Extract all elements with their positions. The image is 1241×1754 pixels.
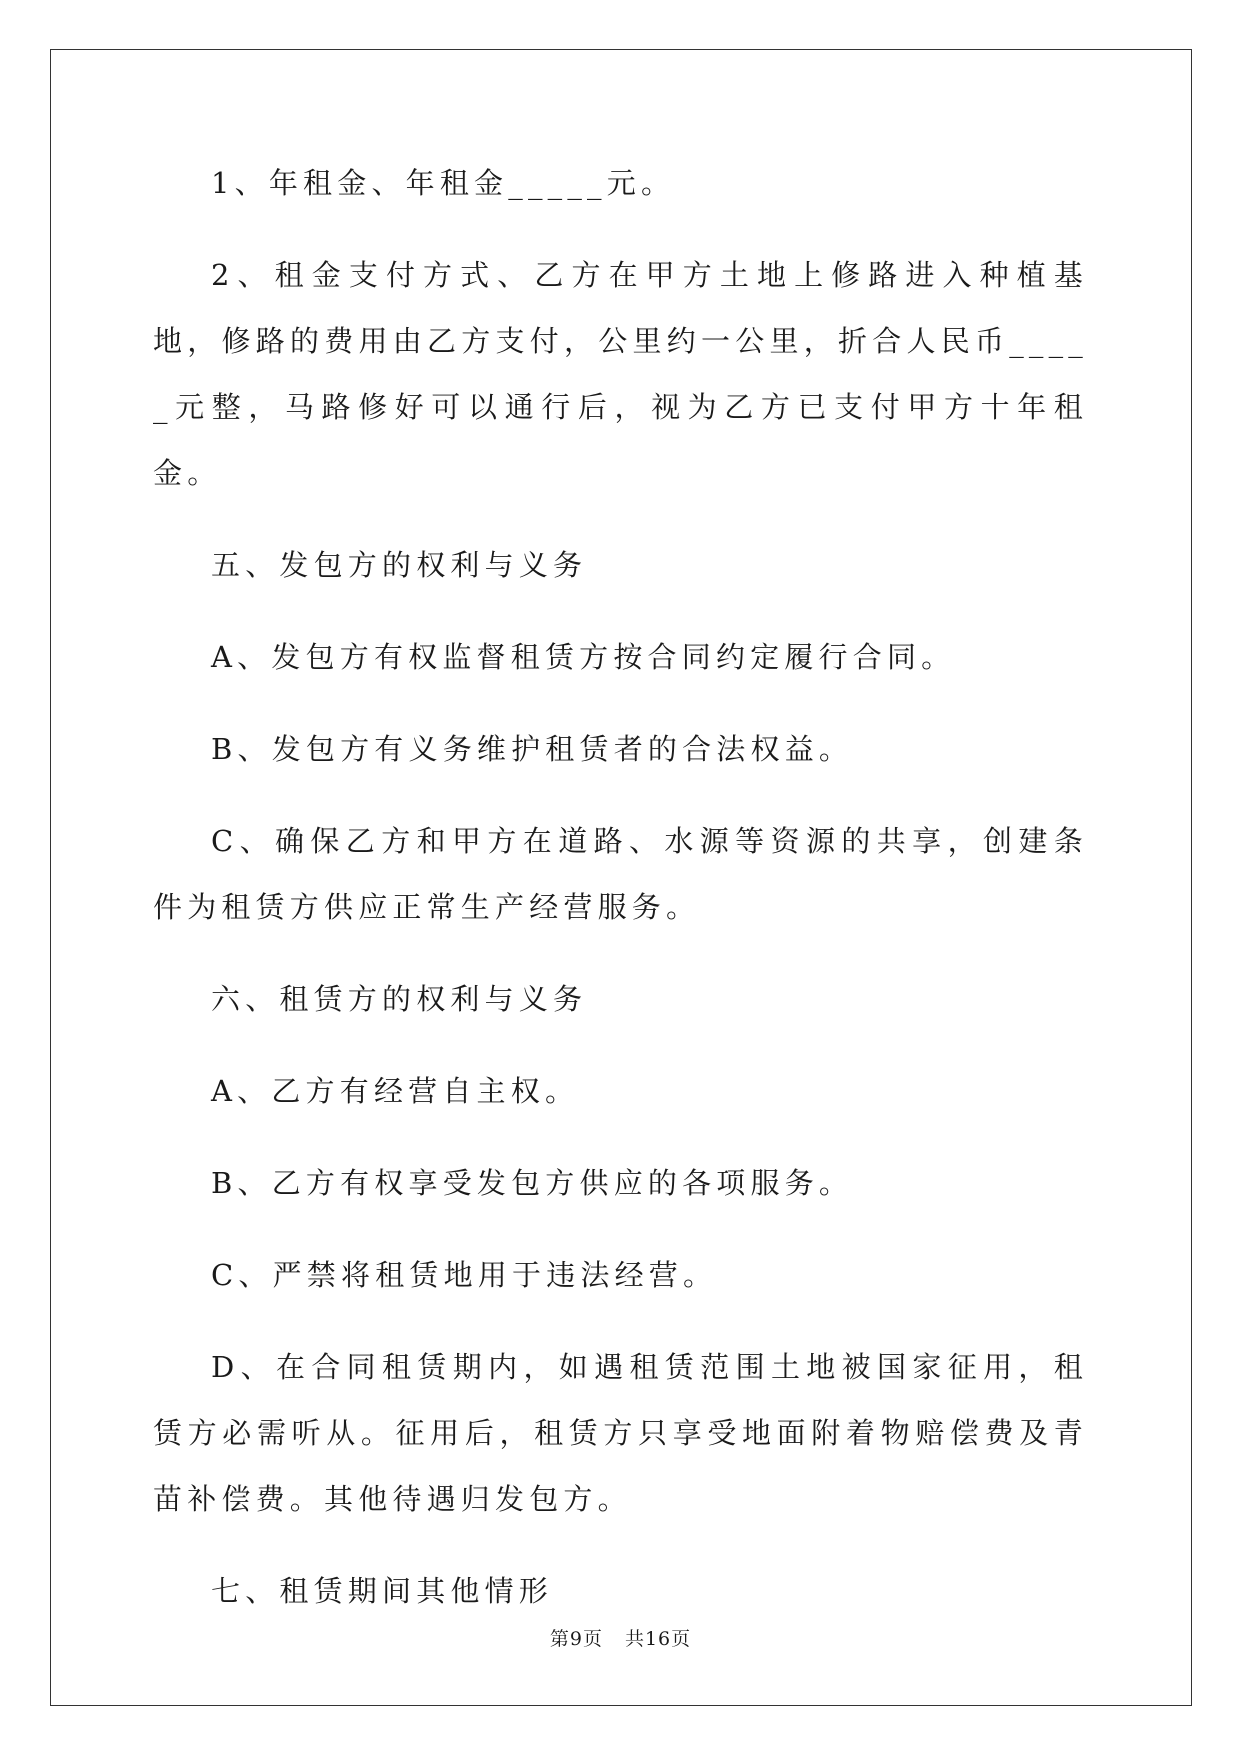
section-heading: 六、租赁方的权利与义务 [211, 982, 588, 1016]
document-body [153, 150, 1088, 1650]
page-number: 第9页 [549, 1628, 603, 1650]
paragraph: C、确保乙方和甲方在道路、水源等资源的共享，创建条件为租赁方供应正常生产经营服务。 [153, 824, 1088, 924]
paragraph: 1、年租金、年租金_____元。 [211, 166, 676, 200]
section-heading: 五、发包方的权利与义务 [211, 548, 588, 582]
paragraph: A、乙方有经营自主权。 [211, 1074, 580, 1108]
page-total: 共16页 [624, 1628, 692, 1650]
paragraph: D、在合同租赁期内，如遇租赁范围土地被国家征用，租赁方必需听从。征用后，租赁方只享受地面附着物赔偿费及青苗补偿费。其他待遇归发包方。 [153, 1350, 1088, 1516]
paragraph: C、严禁将租赁地用于违法经营。 [211, 1258, 718, 1292]
section-heading: 七、租赁期间其他情形 [211, 1574, 554, 1608]
paragraph: B、乙方有权享受发包方供应的各项服务。 [211, 1166, 854, 1200]
paragraph: B、发包方有义务维护租赁者的合法权益。 [211, 732, 854, 766]
paragraph: 2、租金支付方式、乙方在甲方土地上修路进入种植基地，修路的费用由乙方支付，公里约一公里，折合人民币_____元整，马路修好可以通行后，视为乙方已支付甲方十年租金。 [153, 258, 1088, 490]
page-footer [0, 1624, 1241, 1651]
paragraph: A、发包方有权监督租赁方按合同约定履行合同。 [211, 640, 956, 674]
